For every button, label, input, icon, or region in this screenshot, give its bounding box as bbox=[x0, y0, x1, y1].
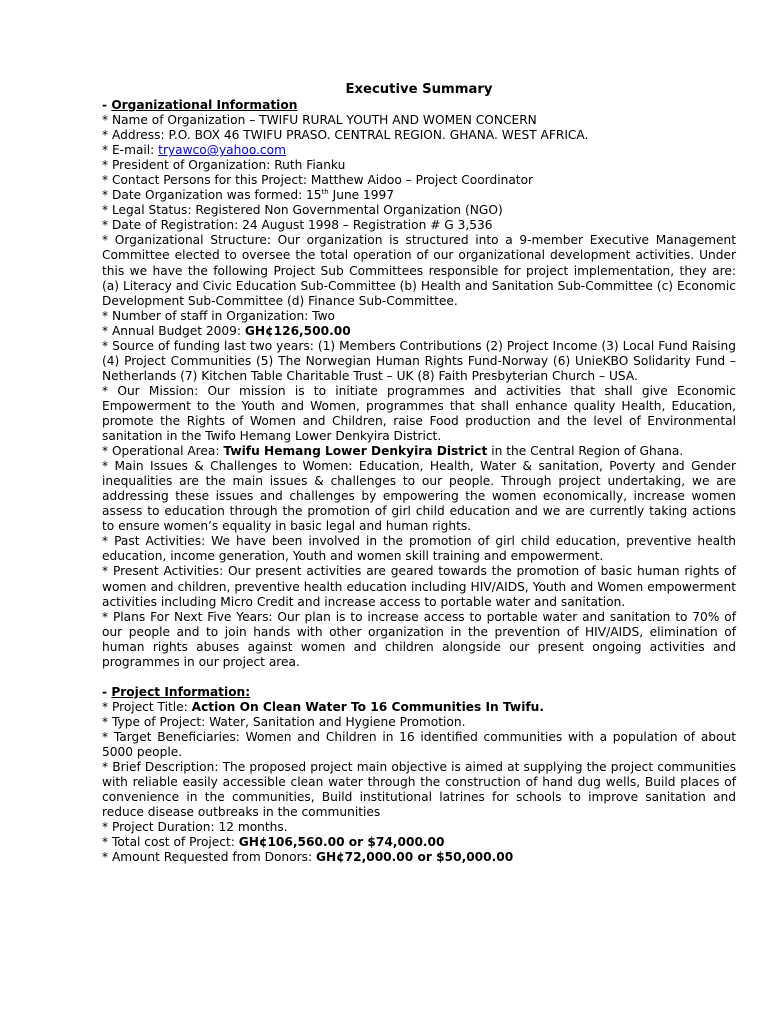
date-formed-text: * Date Organization was formed: 15 bbox=[102, 188, 322, 203]
project-title bbox=[102, 700, 736, 715]
page-title: Executive Summary bbox=[345, 82, 493, 97]
org-address: * Address: P.O. BOX 46 TWIFU PRASO. CENTRAL REGION. GHANA. WEST AFRICA. bbox=[102, 128, 589, 143]
area-value: Twifu Hemang Lower Denkyira District bbox=[223, 444, 488, 459]
area-label: * Operational Area: bbox=[102, 444, 224, 459]
heading-text: Project Information: bbox=[111, 684, 251, 699]
cost-value: GH¢106,560.00 or $74,000.00 bbox=[238, 835, 445, 850]
org-date-formed bbox=[102, 188, 736, 203]
org-name: * Name of Organization – TWIFU RURAL YOUTH AND WOMEN CONCERN bbox=[102, 113, 537, 128]
org-past-activities: * Past Activities: We have been involved in the promotion of girl child education, preventive health education, income generation, Youth and women skill training and empowerment. bbox=[102, 534, 736, 564]
org-funding: * Source of funding last two years: (1) Members Contributions (2) Project Income (3) Local Fund Raising (4) Project Communities (5) The Norwegian Human Rights Fund-Norway (6) UnieKBO Solidarity Fund – Netherlands (7) Kitchen Table Charitable Trust – UK (8) Faith Presbyterian Church – USA. bbox=[102, 338, 736, 383]
project-amount-requested bbox=[102, 850, 736, 865]
project-cost bbox=[102, 835, 736, 850]
org-contact: * Contact Persons for this Project: Matthew Aidoo – Project Coordinator bbox=[102, 173, 534, 188]
org-email bbox=[102, 143, 736, 158]
org-mission: * Our Mission: Our mission is to initiate programmes and activities that shall give Economic Empowerment to the Youth and Women, programmes that shall enhance quality Health, Education, promote the Rights of Women and Children, raise Food production and the level of Environmental sanitation in the Twifo Hemang Lower Denkyira District. bbox=[102, 383, 736, 444]
org-present-activities: * Present Activities: Our present activities are geared towards the promotion of basic human rights of women and children, preventive health education including HIV/AIDS, Youth and Women empowerment activities including Micro Credit and increase access to portable water and sanitation. bbox=[102, 564, 736, 609]
project-beneficiaries: * Target Beneficiaries: Women and Children in 16 identified communities with a population of about 5000 people. bbox=[102, 729, 736, 759]
email-label: * E-mail: bbox=[102, 143, 159, 158]
org-operational-area bbox=[102, 444, 736, 459]
heading-dash: - bbox=[102, 98, 112, 112]
section-spacer bbox=[102, 670, 736, 685]
org-staff: * Number of staff in Organization: Two bbox=[102, 308, 336, 323]
requested-label: * Amount Requested from Donors: bbox=[102, 850, 316, 865]
document-page bbox=[102, 82, 736, 865]
org-structure: * Organizational Structure: Our organization is structured into a 9-member Executive Management Committee elected to oversee the total operation of our organizational development activities. Under this we have the following Project Sub Committees responsible for project implementation, they are: (a) Literacy and Civic Education Sub-Committee (b) Health and Sanitation Sub-Committee (c) Economic Development Sub-Committee (d) Finance Sub-Committee. bbox=[102, 233, 736, 308]
organizational-information-section bbox=[102, 98, 736, 670]
project-title-label: * Project Title: bbox=[102, 699, 192, 714]
org-registration: * Date of Registration: 24 August 1998 – Registration # G 3,536 bbox=[102, 218, 493, 233]
org-issues: * Main Issues & Challenges to Women: Education, Health, Water & sanitation, Poverty and Gender inequalities are the main issues & challenges to our people. Through project undertaking, we are addressing these issues and challenges by empowering the women economically, increase women assess to education through the promotion of girl child education and we are currently taking actions to ensure women’s equality in basic legal and human rights. bbox=[102, 459, 736, 534]
section-heading-organizational bbox=[102, 98, 736, 113]
email-link[interactable]: tryawco@yahoo.com bbox=[158, 143, 286, 158]
org-president: * President of Organization: Ruth Fianku bbox=[102, 158, 346, 173]
project-duration: * Project Duration: 12 months. bbox=[102, 820, 288, 835]
heading-text: Organizational Information bbox=[111, 98, 298, 112]
area-post: in the Central Region of Ghana. bbox=[487, 444, 684, 459]
project-title-value: Action On Clean Water To 16 Communities In Twifu. bbox=[191, 699, 544, 714]
date-formed-sup: th bbox=[321, 188, 329, 197]
section-heading-project bbox=[102, 685, 736, 700]
budget-label: * Annual Budget 2009: bbox=[102, 323, 245, 338]
heading-dash: - bbox=[102, 684, 112, 699]
project-information-section bbox=[102, 685, 736, 866]
org-legal-status: * Legal Status: Registered Non Governmental Organization (NGO) bbox=[102, 203, 503, 218]
project-description: * Brief Description: The proposed project main objective is aimed at supplying the project communities with reliable easily accessible clean water through the construction of hand dug wells, Build places of convenience in the communities, Build institutional latrines for schools to improve sanitation and reduce disease outbreaks in the communities bbox=[102, 760, 736, 820]
date-formed-rest: June 1997 bbox=[328, 188, 395, 203]
project-type: * Type of Project: Water, Sanitation and Hygiene Promotion. bbox=[102, 714, 466, 729]
org-budget bbox=[102, 324, 736, 339]
requested-value: GH¢72,000.00 or $50,000.00 bbox=[315, 850, 514, 865]
cost-label: * Total cost of Project: bbox=[102, 835, 239, 850]
org-plans: * Plans For Next Five Years: Our plan is to increase access to portable water and sanitation to 70% of our people and to join hands with other organization in the prevention of HIV/AIDS, elimination of human rights abuses against women and children alongside our present ongoing activities and programmes in our project area. bbox=[102, 609, 736, 669]
budget-value: GH¢126,500.00 bbox=[244, 323, 351, 338]
